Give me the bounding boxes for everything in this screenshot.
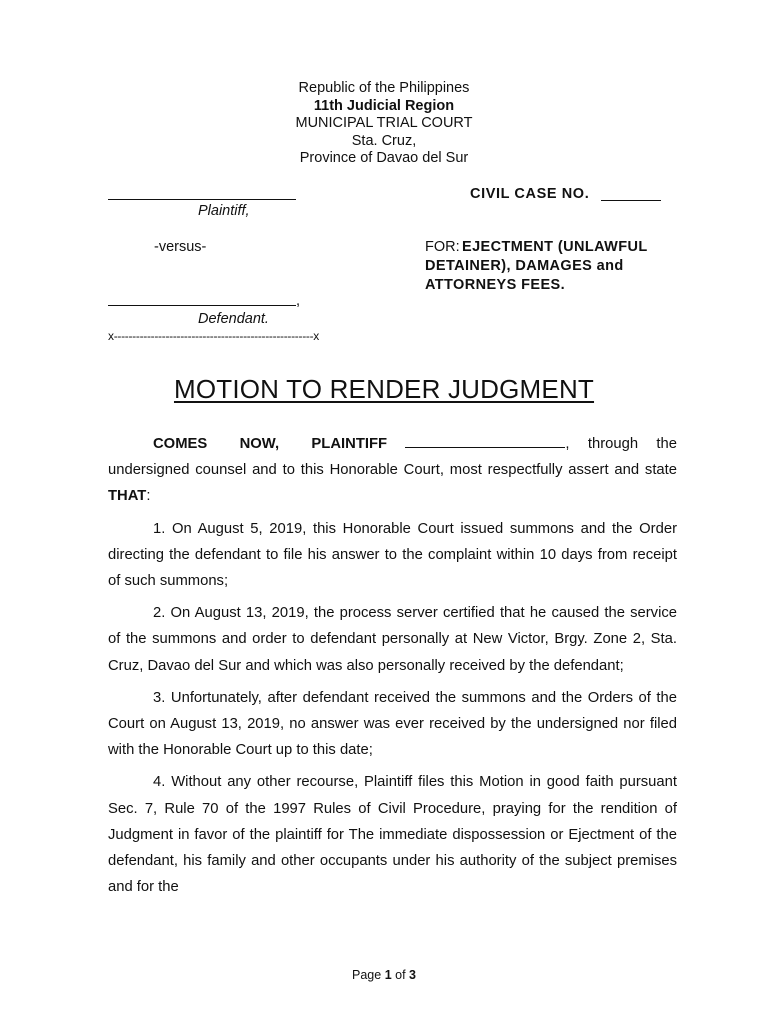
plaintiff-name-blank-inline xyxy=(405,434,565,448)
intro-colon: : xyxy=(146,488,151,505)
title-text: MOTION TO RENDER JUDGMENT xyxy=(173,374,595,404)
caption-separator: x------------------------------------------------------x xyxy=(108,329,319,343)
paragraph-4: 4. Without any other recourse, Plaintiff files this Motion in good faith pursuant Sec. 7, Rule 70 of the 1997 Rules of Civil Procedure, praying for the rendition of Judgment in favor of the plaintiff for The immediate dispossession or Ejectment of the defendant, his family and other occupants under his authority of the subject premises and for the xyxy=(108,774,677,896)
that-text: THAT xyxy=(108,488,147,505)
paragraph-2: 2. On August 13, 2019, the process server certified that he caused the service of the summons and order to defendant personally at New Victor, Brgy. Zone 2, Sta. Cruz, Davao del Sur and which was also personally received by the defendant; xyxy=(108,605,677,674)
comes-now-text: COMES NOW, PLAINTIFF xyxy=(153,436,388,452)
intro-rest: , through the undersigned counsel and to this Honorable Court, most respectfully assert and state xyxy=(108,436,677,479)
motion-body xyxy=(108,431,677,906)
document-title xyxy=(0,374,768,405)
for-line-2: DETAINER), DAMAGES and xyxy=(425,258,624,274)
plaintiff-name-blank xyxy=(108,185,296,200)
versus-label: -versus- xyxy=(154,239,207,255)
defendant-label: Defendant. xyxy=(198,311,269,327)
footer-of-word: of xyxy=(395,968,406,982)
header-republic: Republic of the Philippines xyxy=(298,80,470,96)
defendant-comma: , xyxy=(296,293,301,309)
footer-total-pages: 3 xyxy=(409,968,416,982)
defendant-name-blank xyxy=(108,291,296,306)
case-caption xyxy=(0,0,768,360)
plaintiff-label: Plaintiff, xyxy=(198,203,250,219)
civil-case-number-blank xyxy=(601,186,661,201)
intro-paragraph xyxy=(108,431,677,510)
paragraph-1: 1. On August 5, 2019, this Honorable Court issued summons and the Order directing the defendant to file his answer to the complaint within 10 days from receipt of such summons; xyxy=(108,520,677,590)
header-region: 11th Judicial Region xyxy=(313,97,455,114)
page-footer xyxy=(0,968,768,982)
header-city: Sta. Cruz, xyxy=(351,132,417,149)
for-prefix: FOR: xyxy=(425,239,460,255)
for-line-1: EJECTMENT (UNLAWFUL xyxy=(462,239,648,255)
header-province: Province of Davao del Sur xyxy=(299,150,469,166)
header-court: MUNICIPAL TRIAL COURT xyxy=(295,115,473,131)
paragraph-3: 3. Unfortunately, after defendant received the summons and the Orders of the Court on August 13, 2019, no answer was ever received by the undersigned nor filed with the Honorable Court up to this date; xyxy=(108,689,677,759)
civil-case-label: CIVIL CASE NO. xyxy=(470,186,590,202)
footer-current-page: 1 xyxy=(384,968,392,982)
for-line-3: ATTORNEYS FEES. xyxy=(425,277,566,293)
footer-page-word: Page xyxy=(352,968,382,982)
